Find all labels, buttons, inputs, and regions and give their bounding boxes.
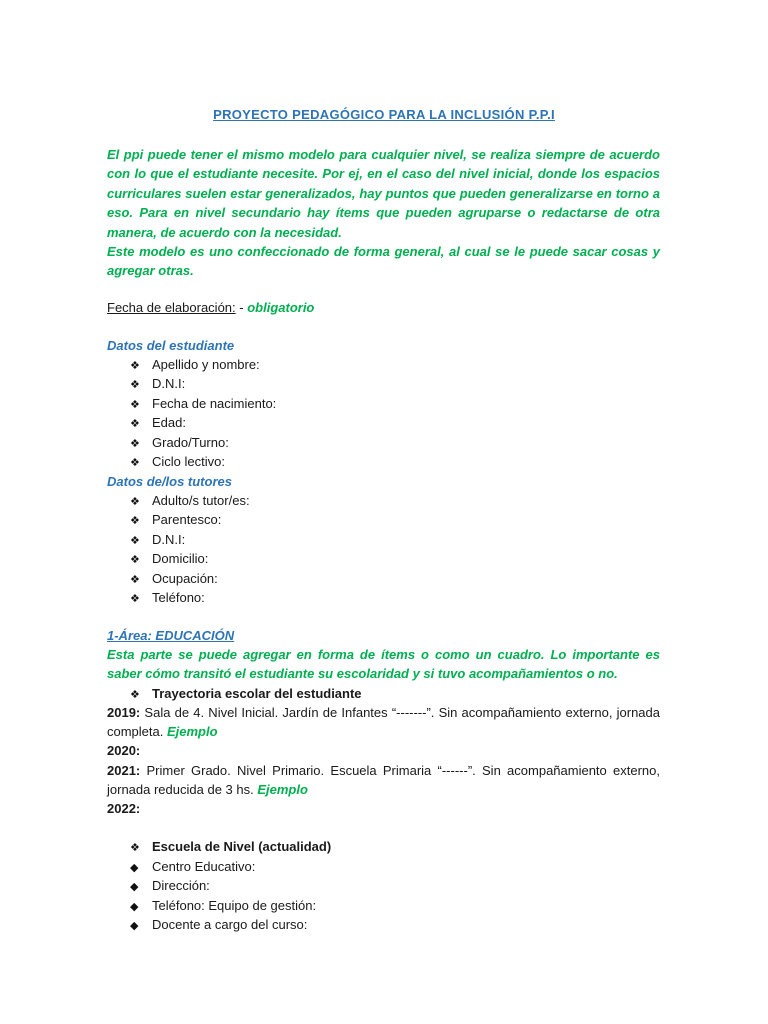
trayectoria-heading: ❖ Trayectoria escolar del estudiante (130, 684, 362, 705)
solid-diamond-bullet-icon: ◆ (130, 881, 139, 894)
list-item: ❖ Fecha de nacimiento: (130, 394, 276, 413)
four-diamond-bullet-icon: ❖ (130, 515, 140, 528)
list-item: ◆ Docente a cargo del curso: (130, 915, 316, 934)
four-diamond-bullet-icon: ❖ (130, 437, 140, 450)
area-heading: 1-Área: EDUCACIÓN (107, 628, 235, 643)
solid-diamond-bullet-icon: ◆ (130, 900, 139, 913)
four-diamond-bullet-icon: ❖ (130, 592, 140, 605)
four-diamond-bullet-icon: ❖ (130, 689, 140, 701)
student-heading: Datos del estudiante (107, 338, 235, 353)
list-item: ❖ Parentesco: (130, 510, 250, 529)
tutors-heading: Datos de/los tutores (107, 474, 232, 489)
fecha-line (107, 298, 314, 317)
four-diamond-bullet-icon: ❖ (130, 398, 140, 411)
solid-diamond-bullet-icon: ◆ (130, 862, 139, 874)
solid-diamond-bullet-icon: ◆ (130, 920, 139, 933)
list-item: ◆ Teléfono: Equipo de gestión: (130, 896, 316, 915)
list-item: ❖ Domicilio: (130, 549, 250, 568)
four-diamond-bullet-icon: ❖ (130, 360, 140, 372)
list-item: ❖ D.N.I: (130, 530, 250, 549)
list-item: ❖ Ciclo lectivo: (130, 452, 276, 471)
document-title: PROYECTO PEDAGÓGICO PARA LA INCLUSIÓN P.P.I (213, 107, 555, 122)
intro-note (107, 145, 660, 281)
year-2022-entry: 2022: (107, 801, 141, 816)
tutors-list (130, 491, 250, 607)
four-diamond-bullet-icon: ❖ (130, 456, 140, 469)
four-diamond-bullet-icon: ❖ (130, 379, 140, 392)
four-diamond-bullet-icon: ❖ (130, 418, 140, 431)
four-diamond-bullet-icon: ❖ (130, 573, 140, 586)
list-item: ❖ Adulto/s tutor/es: (130, 491, 250, 510)
four-diamond-bullet-icon: ❖ (130, 842, 140, 854)
four-diamond-bullet-icon: ❖ (130, 496, 140, 508)
list-item: ❖ D.N.I: (130, 374, 276, 393)
list-item: ❖ Teléfono: (130, 588, 250, 607)
year-2021-entry: 2021: Primer Grado. Nivel Primario. Escuela Primaria “------”. Sin acompañamiento externo, jornada reducida de 3 hs. Ejemplo (107, 763, 660, 797)
intro-paragraph-1: El ppi puede tener el mismo modelo para cualquier nivel, se realiza siempre de acuerdo con lo que el estudiante necesite. Por ej, en el caso del nivel inicial, donde los espacios curriculares suelen estar generalizados, hay puntos que pueden generalizarse en torno a eso. Para en nivel secundario hay ítems que pueden agruparse o redactarse de otra manera, de acuerdo con la necesidad. (107, 147, 660, 240)
intro-paragraph-2: Este modelo es uno confeccionado de forma general, al cual se le puede sacar cosas y agregar otras. (107, 244, 660, 279)
list-item: ❖ Ocupación: (130, 569, 250, 588)
list-item: ❖ Edad: (130, 413, 276, 432)
list-item: ❖ Apellido y nombre: (130, 355, 276, 374)
four-diamond-bullet-icon: ❖ (130, 554, 140, 567)
fecha-note: obligatorio (247, 300, 315, 315)
student-list (130, 355, 276, 471)
school-list (130, 857, 316, 935)
year-2020-entry: 2020: (107, 743, 141, 758)
list-item: ❖ Grado/Turno: (130, 433, 276, 452)
school-heading: ❖ Escuela de Nivel (actualidad) (130, 837, 331, 858)
fecha-label: Fecha de elaboración: (107, 300, 236, 315)
fecha-dash: - (235, 300, 248, 315)
four-diamond-bullet-icon: ❖ (130, 534, 140, 547)
list-item: ◆ Centro Educativo: (130, 857, 316, 876)
year-2019-entry: 2019: Sala de 4. Nivel Inicial. Jardín de Infantes “-------”. Sin acompañamiento externo, jornada completa. Ejemplo (107, 705, 660, 739)
list-item: ◆ Dirección: (130, 876, 316, 895)
area-note: Esta parte se puede agregar en forma de ítems o como un cuadro. Lo importante es saber cómo transitó el estudiante su escolaridad y si tuvo acompañamientos o no. (107, 647, 660, 682)
